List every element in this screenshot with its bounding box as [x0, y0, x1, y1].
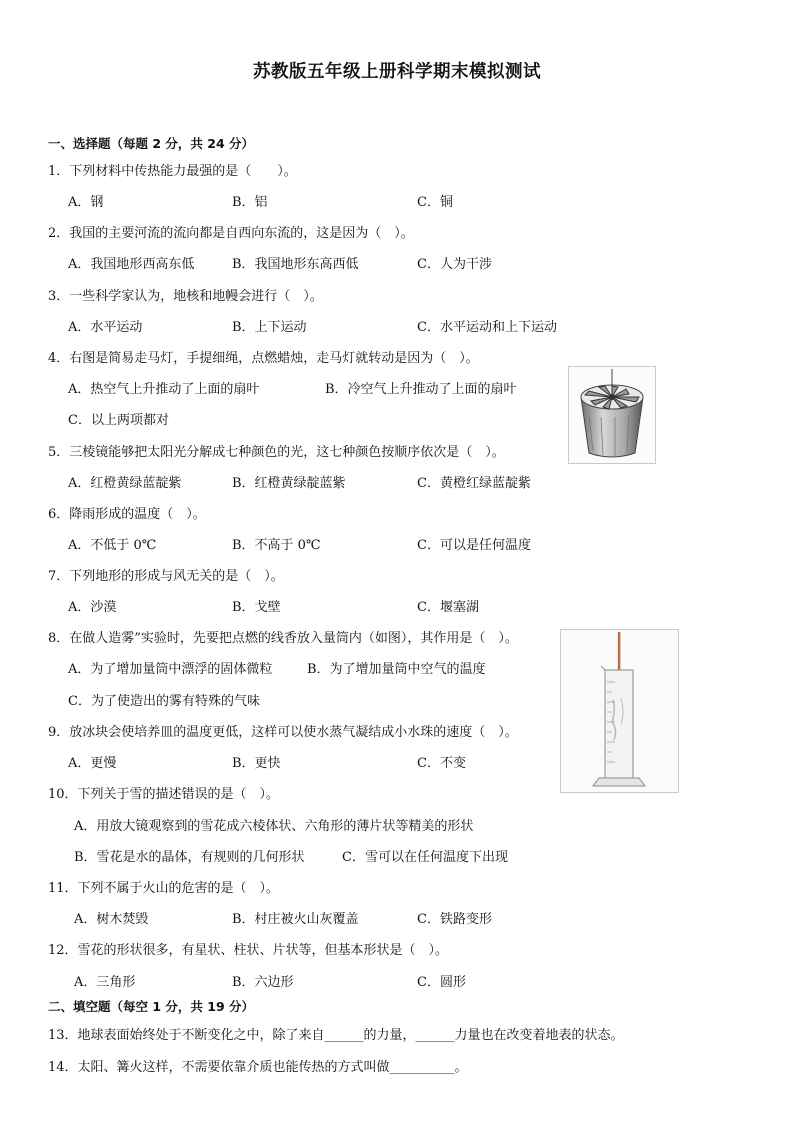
option-b[interactable]: B．雪花是水的晶体，有规则的几何形状 [74, 850, 305, 865]
option-c[interactable]: C．以上两项都对 [68, 413, 169, 428]
question-stem: 13．地球表面始终处于不断变化之中，除了来自______的力量，______力量也在改变着地表的状态。 [48, 1028, 624, 1043]
question-stem: 3．一些科学家认为，地核和地幔会进行（ ）。 [48, 289, 323, 304]
option-c[interactable]: C．可以是任何温度 [417, 538, 531, 553]
option-c[interactable]: C．黄橙红绿蓝靛紫 [417, 476, 531, 491]
option-c[interactable]: C．铁路变形 [417, 912, 492, 927]
option-b[interactable]: B．铝 [232, 195, 268, 210]
option-a[interactable]: A．我国地形西高东低 [68, 257, 195, 272]
option-a[interactable]: A．三角形 [74, 975, 136, 990]
option-c[interactable]: C．为了使造出的雾有特殊的气味 [68, 694, 260, 709]
question-stem: 5．三棱镜能够把太阳光分解成七种颜色的光，这七种颜色按顺序依次是（ ）。 [48, 445, 505, 460]
question-stem: 11．下列不属于火山的危害的是（ ）。 [48, 881, 280, 896]
lantern-icon [569, 367, 655, 463]
cylinder-figure [560, 629, 679, 793]
graduated-cylinder-icon [561, 630, 678, 792]
option-b[interactable]: B．村庄被火山灰覆盖 [232, 912, 359, 927]
option-b[interactable]: B．戈壁 [232, 600, 281, 615]
question-stem: 12．雪花的形状很多，有星状、柱状、片状等，但基本形状是（ ）。 [48, 943, 449, 958]
question-stem: 6．降雨形成的温度（ ）。 [48, 507, 206, 522]
option-b[interactable]: B．红橙黄绿靛蓝紫 [232, 476, 346, 491]
option-b[interactable]: B．不高于 0℃ [232, 538, 321, 553]
lantern-figure [568, 366, 656, 464]
option-c[interactable]: C．人为干涉 [417, 257, 492, 272]
option-a[interactable]: A．水平运动 [68, 320, 143, 335]
page-title: 苏教版五年级上册科学期末模拟测试 [253, 62, 541, 82]
option-b[interactable]: B．为了增加量筒中空气的温度 [307, 662, 486, 677]
question-stem: 9．放冰块会使培养皿的温度更低，这样可以使水蒸气凝结成小水珠的速度（ ）。 [48, 725, 518, 740]
option-a[interactable]: A．不低于 0℃ [68, 538, 157, 553]
section-heading-fill: 二、填空题（每空 1 分，共 19 分） [48, 999, 255, 1014]
option-b[interactable]: B．冷空气上升推动了上面的扇叶 [325, 382, 517, 397]
question-stem: 2．我国的主要河流的流向都是自西向东流的，这是因为（ ）。 [48, 226, 414, 241]
option-b[interactable]: B．六边形 [232, 975, 294, 990]
question-stem: 8．在做人造雾”实验时，先要把点燃的线香放入量筒内（如图），其作用是（ ）。 [48, 631, 518, 646]
question-stem: 4．右图是简易走马灯，手提细绳，点燃蜡烛，走马灯就转动是因为（ ）。 [48, 351, 479, 366]
option-a[interactable]: A．用放大镜观察到的雪花成六棱体状、六角形的薄片状等精美的形状 [74, 819, 474, 834]
option-c[interactable]: C．水平运动和上下运动 [417, 320, 557, 335]
option-a[interactable]: A．钢 [68, 195, 104, 210]
question-stem: 1．下列材料中传热能力最强的是（ ）。 [48, 164, 297, 179]
option-b[interactable]: B．更快 [232, 756, 281, 771]
question-stem: 10．下列关于雪的描述错误的是（ ）。 [48, 787, 280, 802]
question-stem: 14．太阳、篝火这样，不需要依靠介质也能传热的方式叫做__________。 [48, 1060, 468, 1075]
option-c[interactable]: C．圆形 [417, 975, 466, 990]
option-a[interactable]: A．热空气上升推动了上面的扇叶 [68, 382, 260, 397]
option-c[interactable]: C．雪可以在任何温度下出现 [342, 850, 508, 865]
section-heading-choice: 一、选择题（每题 2 分，共 24 分） [48, 136, 255, 151]
option-b[interactable]: B．上下运动 [232, 320, 307, 335]
option-a[interactable]: A．红橙黄绿蓝靛紫 [68, 476, 182, 491]
option-a[interactable]: A．为了增加量筒中漂浮的固体微粒 [68, 662, 273, 677]
option-c[interactable]: C．铜 [417, 195, 453, 210]
option-a[interactable]: A．沙漠 [68, 600, 117, 615]
option-a[interactable]: A．树木焚毁 [74, 912, 149, 927]
option-a[interactable]: A．更慢 [68, 756, 117, 771]
option-c[interactable]: C．不变 [417, 756, 466, 771]
question-stem: 7．下列地形的形成与风无关的是（ ）。 [48, 569, 284, 584]
option-b[interactable]: B．我国地形东高西低 [232, 257, 359, 272]
option-c[interactable]: C．堰塞湖 [417, 600, 479, 615]
